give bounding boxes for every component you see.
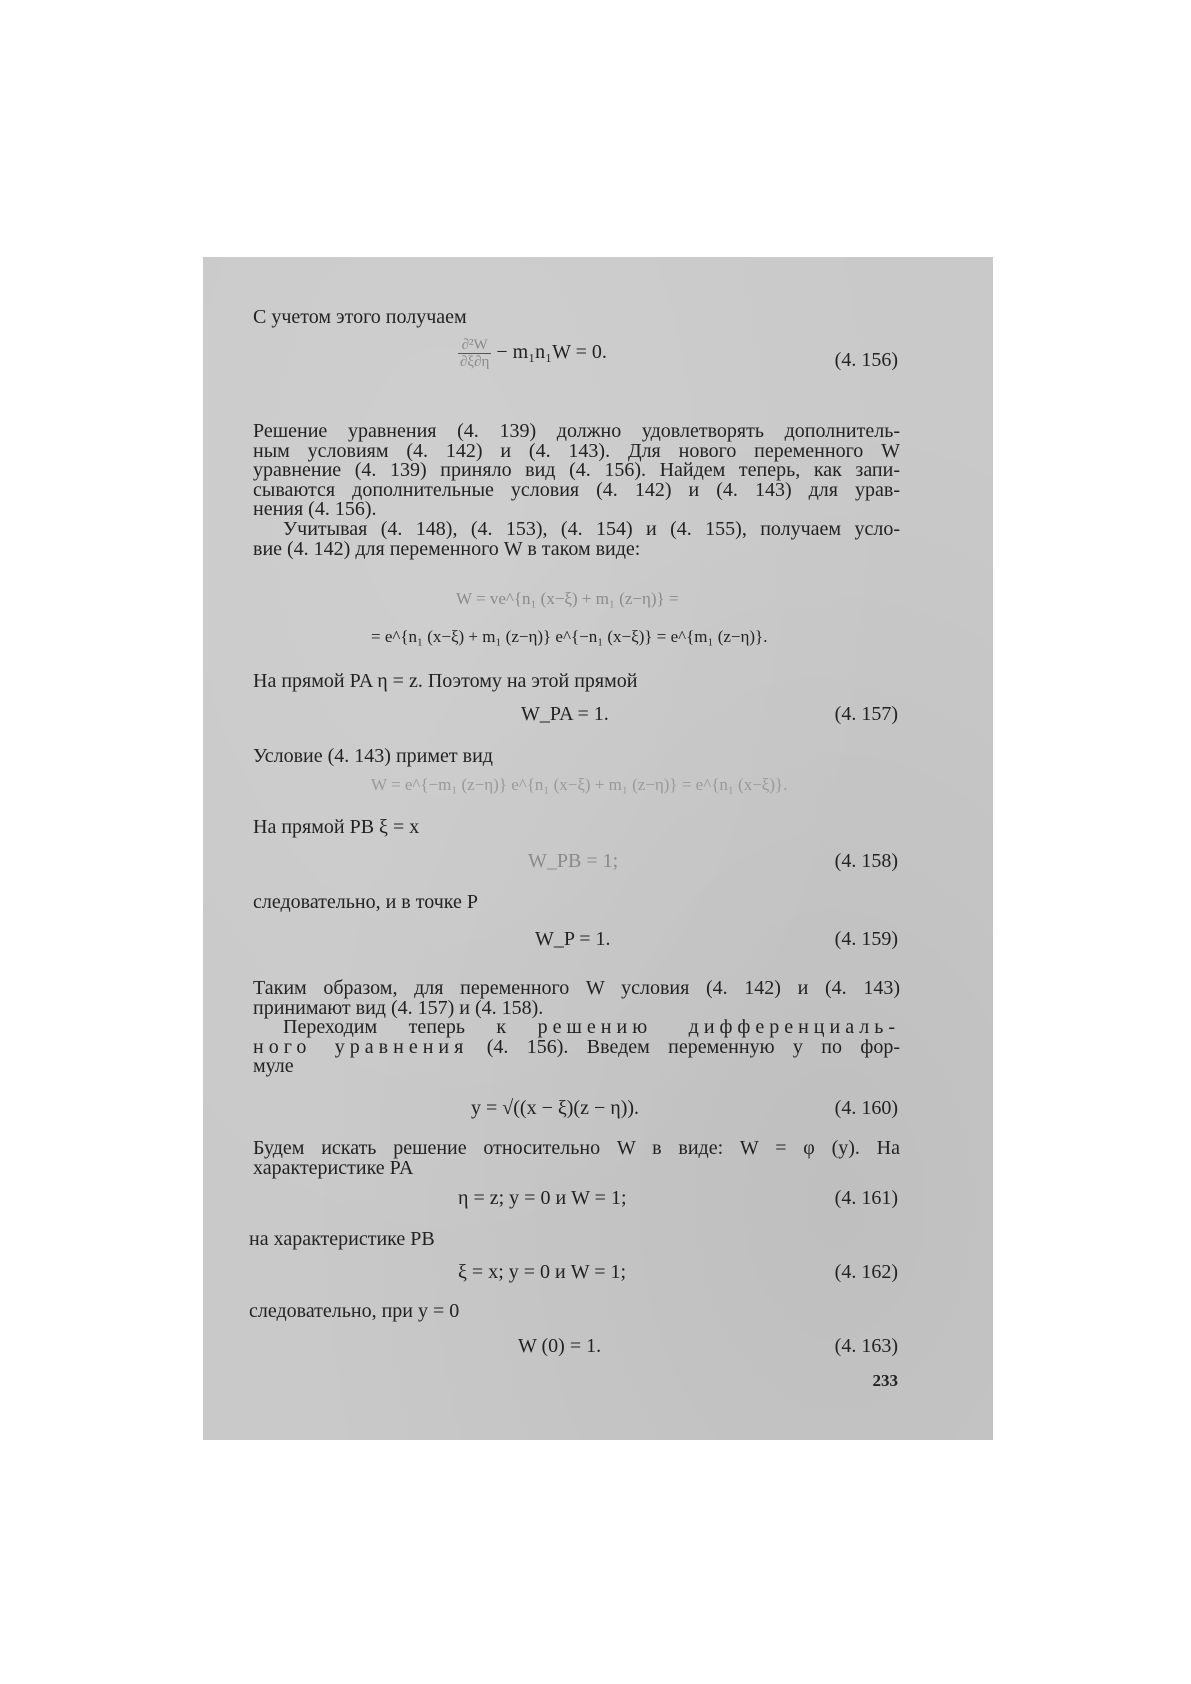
equation-rest: − m₁n₁W = 0. <box>496 341 607 364</box>
paragraph-line: уравнение (4. 139) приняло вид (4. 156). Найдем теперь, как запи- <box>253 459 900 481</box>
equation-w-expand: = e^{n₁ (x−ξ) + m₁ (z−η)} e^{−n₁ (x−ξ)} = e^{m₁ (z−η)}. <box>371 627 768 646</box>
line-har-pb: на характеристике PB <box>249 1228 435 1250</box>
text-run: Переходим теперь к <box>283 1016 507 1038</box>
paragraph-line: сываются дополнительные условия (4. 142) и (4. 143) для урав- <box>253 478 900 501</box>
paragraph-1 <box>253 422 900 520</box>
equation-4-160: y = √((x − ξ)(z − η)). <box>471 1097 640 1119</box>
equation-number-156: (4. 156) <box>834 349 898 371</box>
equation-4-161: η = z; y = 0 и W = 1; <box>458 1187 627 1209</box>
scanned-page <box>203 257 993 1440</box>
paragraph-line: Будем искать решение относительно W в виде: W = φ (y). На <box>253 1137 900 1159</box>
paragraph-line: принимают вид (4. 157) и (4. 158). <box>253 996 544 1019</box>
paragraph-line: нения (4. 156). <box>253 498 377 520</box>
spaced-text-run: решению дифференциаль- <box>537 1016 901 1038</box>
paragraph-line: Учитывая (4. 148), (4. 153), (4. 154) и (4. 155), получаем усло- <box>283 518 900 540</box>
fraction-numerator: ∂²W <box>458 337 491 354</box>
intro-line: С учетом этого получаем <box>253 306 467 328</box>
equation-number-160: (4. 160) <box>834 1097 898 1119</box>
fraction-denominator: ∂ξ∂η <box>460 354 490 370</box>
text-run: (4. 156). Введем переменную y по фор- <box>486 1035 901 1058</box>
line-sled: следовательно, и в точке P <box>253 891 478 913</box>
paragraph-line: характеристике PA <box>253 1156 414 1179</box>
equation-4-157: W_PA = 1. <box>521 703 609 725</box>
equation-4-159: W_P = 1. <box>535 928 611 950</box>
line-condition: Условие (4. 143) примет вид <box>253 745 493 767</box>
equation-4-158: W_PB = 1; <box>528 850 619 872</box>
equation-4-163: W (0) = 1. <box>518 1335 602 1357</box>
equation-number-162: (4. 162) <box>834 1261 898 1283</box>
line-pb: На прямой PB ξ = x <box>253 816 420 838</box>
paragraph-line: Решение уравнения (4. 139) должно удовлетворять дополнитель- <box>253 420 900 442</box>
equation-number-161: (4. 161) <box>834 1187 898 1209</box>
paragraph-5 <box>253 1139 900 1178</box>
paragraph-3 <box>253 979 900 1018</box>
spaced-text-run: ного уравнения <box>253 1035 469 1058</box>
paragraph-4 <box>253 1018 900 1077</box>
paragraph-line: Таким образом, для переменного W условия (4. 142) и (4. 143) <box>253 977 900 999</box>
equation-4-156 <box>458 337 607 370</box>
equation-number-158: (4. 158) <box>834 850 898 872</box>
equation-number-159: (4. 159) <box>834 928 898 950</box>
paragraph-line: ным условиям (4. 142) и (4. 143). Для нового переменного W <box>253 439 900 462</box>
line-pa: На прямой PA η = z. Поэтому на этой прямой <box>253 670 638 692</box>
equation-w-condition: W = e^{−m₁ (z−η)} e^{n₁ (x−ξ) + m₁ (z−η)} = e^{n₁ (x−ξ)}. <box>371 775 788 794</box>
equation-w-ve: W = ve^{n₁ (x−ξ) + m₁ (z−η)} = <box>456 589 679 608</box>
paragraph-line: муле <box>253 1055 294 1077</box>
paragraph-2 <box>253 520 900 559</box>
equation-number-163: (4. 163) <box>834 1335 898 1357</box>
equation-number-157: (4. 157) <box>834 703 898 725</box>
fraction <box>458 337 491 370</box>
paragraph-line <box>253 1035 901 1058</box>
equation-4-162: ξ = x; y = 0 и W = 1; <box>458 1261 627 1283</box>
paragraph-line: вие (4. 142) для переменного W в таком виде: <box>253 537 641 560</box>
page-number: 233 <box>872 1371 898 1390</box>
line-sled-2: следовательно, при y = 0 <box>249 1300 460 1322</box>
